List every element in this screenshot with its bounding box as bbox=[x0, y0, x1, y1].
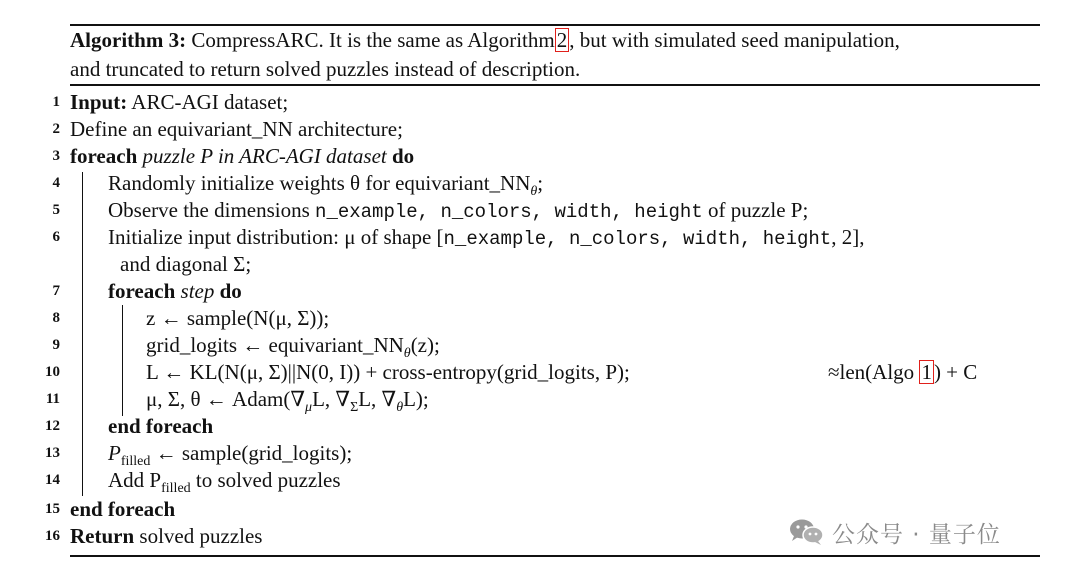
comment-text: ≈len(Algo bbox=[828, 360, 920, 384]
line-text: Observe the dimensions bbox=[108, 198, 316, 222]
algorithm-caption bbox=[70, 26, 1040, 84]
line-text-post: , 2], bbox=[831, 225, 865, 249]
caption-text: CompressARC. It is the same as Algorithm bbox=[186, 28, 555, 52]
subscript: μ bbox=[305, 400, 313, 416]
line-code: n_example, n_colors, width, height bbox=[315, 201, 703, 223]
line-text: and diagonal Σ; bbox=[120, 252, 252, 276]
line-tail: ; bbox=[537, 171, 544, 195]
line-text: P bbox=[108, 441, 121, 465]
algo-line-12 bbox=[0, 413, 1080, 440]
algo-line-8 bbox=[0, 305, 1080, 332]
algo-line-16 bbox=[0, 523, 760, 550]
line-text: Define an equivariant_NN architecture; bbox=[70, 117, 403, 141]
caption-line2: and truncated to return solved puzzles instead of description. bbox=[70, 57, 581, 81]
caption-label: Algorithm 3: bbox=[70, 28, 187, 52]
line-text-italic: step bbox=[175, 279, 215, 303]
keyword-do: do bbox=[214, 279, 242, 303]
algo-line-4 bbox=[0, 170, 1080, 200]
line-text: z ← sample(N(μ, Σ)); bbox=[146, 306, 330, 330]
line-number: 11 bbox=[45, 391, 60, 407]
algo-line-5 bbox=[0, 197, 1080, 224]
algo-line-11 bbox=[0, 386, 1080, 416]
line-text-mid: L, ∇ bbox=[312, 387, 351, 411]
line-number: 10 bbox=[45, 364, 60, 380]
keyword-end-foreach: end foreach bbox=[70, 497, 176, 521]
line-number: 12 bbox=[45, 418, 60, 434]
line-number: 6 bbox=[52, 229, 60, 245]
line-text: ARC-AGI dataset; bbox=[127, 90, 289, 114]
line-text: Initialize input distribution: μ of shape [ bbox=[108, 225, 444, 249]
line-code: n_example, n_colors, width, height bbox=[443, 228, 832, 250]
algo-line-7 bbox=[0, 278, 1080, 305]
line-number: 13 bbox=[45, 445, 60, 461]
mid-rule bbox=[70, 84, 1040, 86]
algo-line-13 bbox=[0, 440, 1080, 470]
line-number: 8 bbox=[52, 310, 60, 326]
line-text-post: ← sample(grid_logits); bbox=[150, 441, 353, 465]
line-text: Randomly initialize weights θ for equivariant_NN bbox=[108, 171, 531, 195]
line-text: L ← KL(N(μ, Σ)||N(0, I)) + cross-entropy(grid_logits, P); bbox=[146, 360, 630, 384]
algo-line-1 bbox=[0, 89, 1080, 116]
subscript: Σ bbox=[350, 400, 359, 416]
subscript: θ bbox=[403, 346, 411, 362]
line-text: Add P bbox=[108, 468, 162, 492]
line-number: 14 bbox=[45, 472, 60, 488]
keyword-return: Return bbox=[70, 524, 135, 548]
line-text-post: of puzzle P; bbox=[702, 198, 809, 222]
line-tail: (z); bbox=[410, 333, 440, 357]
line-number: 16 bbox=[45, 528, 60, 544]
subscript: θ bbox=[530, 184, 538, 200]
line-comment bbox=[828, 359, 977, 386]
algo-line-6 bbox=[0, 224, 1080, 251]
line-text-mid: L, ∇ bbox=[358, 387, 397, 411]
line-number: 2 bbox=[52, 121, 60, 137]
algo-line-9 bbox=[0, 332, 1080, 362]
caption-text-after: , but with simulated seed manipulation, bbox=[569, 28, 900, 52]
keyword-do: do bbox=[386, 144, 415, 168]
line-text: solved puzzles bbox=[134, 524, 263, 548]
watermark bbox=[788, 516, 1001, 548]
subscript: θ bbox=[396, 400, 404, 416]
algo-line-14 bbox=[0, 467, 1080, 497]
line-text-post: to solved puzzles bbox=[190, 468, 341, 492]
line-number: 4 bbox=[52, 175, 60, 191]
line-text: μ, Σ, θ ← Adam(∇ bbox=[146, 387, 306, 411]
line-number: 15 bbox=[45, 501, 60, 517]
line-number: 3 bbox=[52, 148, 60, 164]
bottom-rule bbox=[70, 555, 1040, 557]
line-tail: L); bbox=[403, 387, 429, 411]
watermark-text: 公众号 · 量子位 bbox=[832, 521, 1001, 548]
algo-line-2 bbox=[0, 116, 1080, 143]
wechat-icon bbox=[788, 518, 824, 546]
line-number: 5 bbox=[52, 202, 60, 218]
line-text: grid_logits ← equivariant_NN bbox=[146, 333, 404, 357]
keyword-input: Input: bbox=[70, 90, 128, 114]
algo-line-10 bbox=[0, 359, 1080, 386]
line-number: 7 bbox=[52, 283, 60, 299]
algo-line-3 bbox=[0, 143, 1080, 170]
keyword-end-foreach: end foreach bbox=[108, 414, 214, 438]
algo-line-6-cont bbox=[0, 251, 1080, 278]
line-text-italic: puzzle P in ARC-AGI dataset bbox=[137, 144, 387, 168]
keyword-foreach: foreach bbox=[108, 279, 176, 303]
ref-algo-1[interactable]: 1 bbox=[921, 360, 932, 384]
line-number: 1 bbox=[52, 94, 60, 110]
subscript: filled bbox=[161, 481, 191, 497]
ref-algorithm-2[interactable]: 2 bbox=[556, 28, 568, 52]
keyword-foreach: foreach bbox=[70, 144, 138, 168]
subscript: filled bbox=[120, 454, 151, 470]
line-number: 9 bbox=[52, 337, 60, 353]
comment-text-post: ) + C bbox=[933, 360, 978, 384]
